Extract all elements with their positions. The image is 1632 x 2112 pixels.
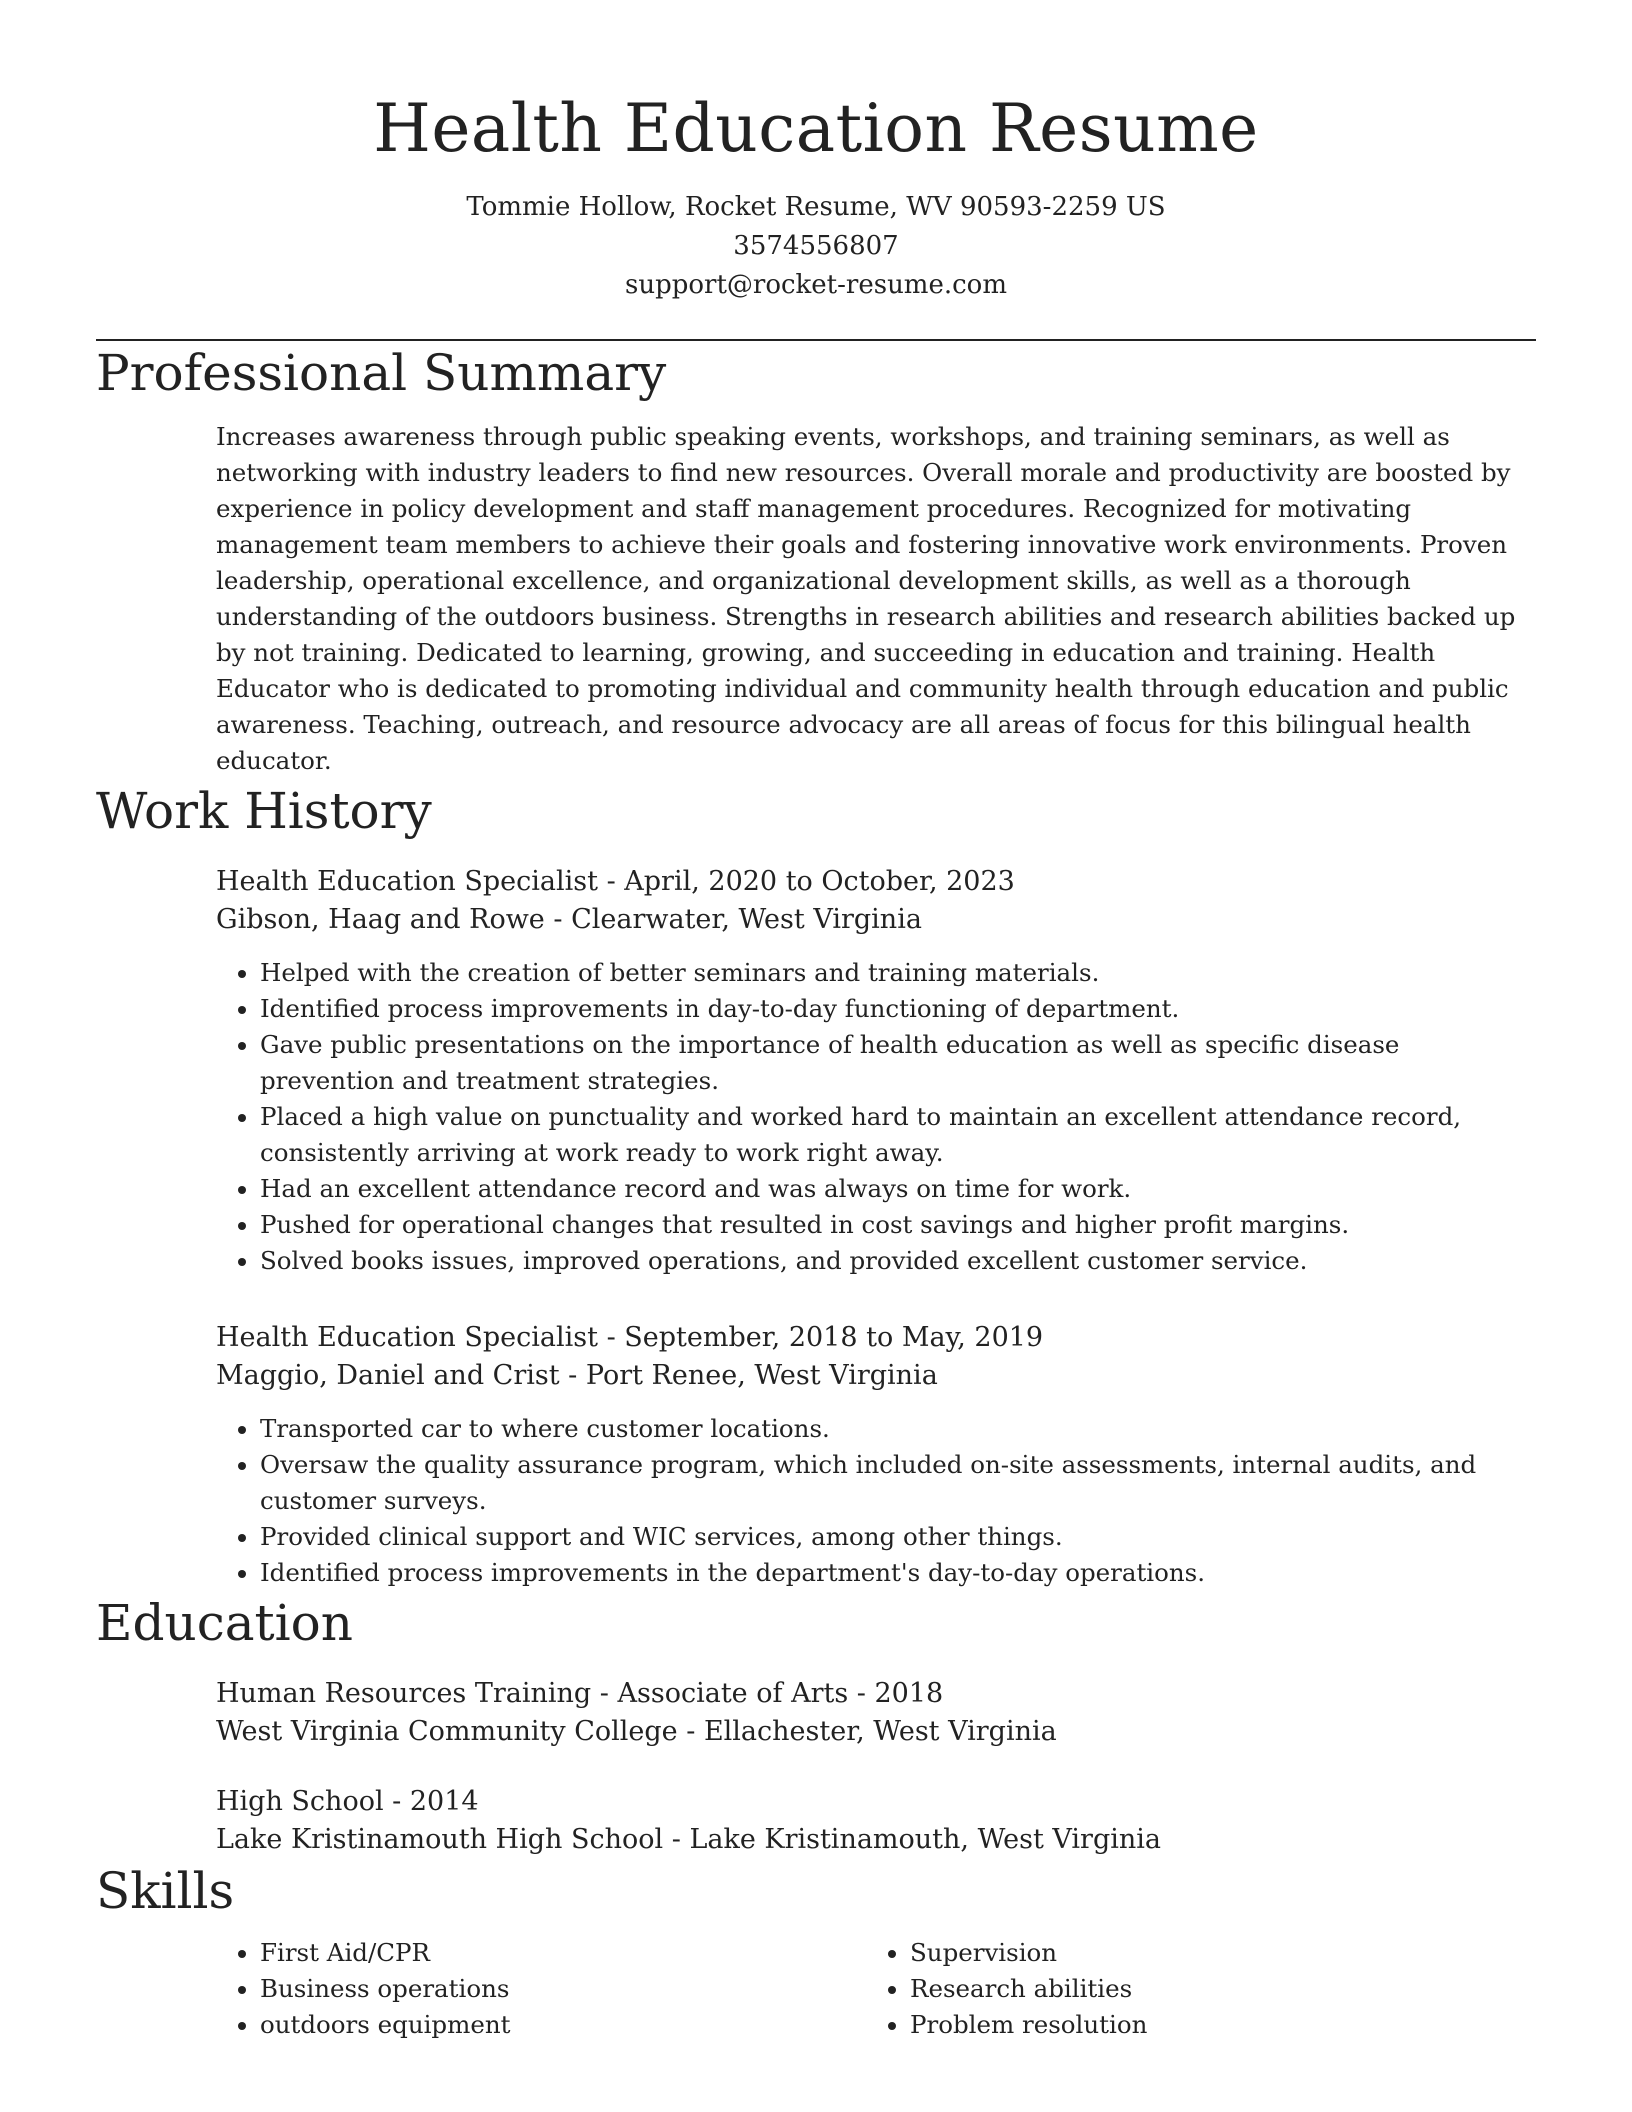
job-location: - Clearwater, West Virginia	[544, 904, 922, 935]
skills-grid	[216, 1935, 1536, 2043]
list-item: • Identified process improvements in day-to-day functioning of department.	[260, 991, 1536, 1027]
job-location: - Port Renee, West Virginia	[559, 1360, 938, 1391]
list-item: • Solved books issues, improved operations, and provided excellent customer service.	[260, 1243, 1536, 1279]
job-bullets	[216, 955, 1536, 1279]
education-program-line	[216, 1675, 1536, 1713]
job-company: Gibson, Haag and Rowe	[216, 904, 545, 935]
list-item: • Helped with the creation of better seminars and training materials.	[260, 955, 1536, 991]
education-location: - Ellachester, West Virginia	[677, 1716, 1057, 1747]
job-company-line	[216, 1357, 1536, 1395]
list-item: • Pushed for operational changes that resulted in cost savings and higher profit margins.	[260, 1207, 1536, 1243]
list-item: • Gave public presentations on the importance of health education as well as specific disease prevention and treatment strategies.	[260, 1027, 1536, 1099]
list-item: • Had an excellent attendance record and was always on time for work.	[260, 1171, 1536, 1207]
contact-phone: 3574556807	[733, 231, 899, 261]
education-school-line	[216, 1821, 1536, 1859]
job-title: Health Education Specialist	[216, 866, 598, 897]
skills-column-right	[866, 1935, 1516, 2043]
list-item: • Placed a high value on punctuality and worked hard to maintain an excellent attendance record, consistently arriving at work ready to work right away.	[260, 1099, 1536, 1171]
job-bullets	[216, 1411, 1536, 1591]
education-entry-2	[216, 1783, 1536, 1859]
education-school: West Virginia Community College	[216, 1716, 678, 1747]
job-dates: - April, 2020 to October, 2023	[597, 866, 1015, 897]
list-item: • Supervision	[910, 1935, 1516, 1971]
list-item: • Identified process improvements in the department's day-to-day operations.	[260, 1555, 1536, 1591]
education-program: Human Resources Training	[216, 1678, 592, 1709]
resume-title: Health Education Resume	[373, 90, 1259, 167]
list-item: • Business operations	[260, 1971, 866, 2007]
education-detail: - 2014	[383, 1786, 479, 1817]
section-heading-work-history: Work History	[96, 782, 432, 840]
contact-email: support@rocket-resume.com	[624, 270, 1007, 300]
education-location: - Lake Kristinamouth, West Virginia	[663, 1824, 1162, 1855]
list-item: • Transported car to where customer locations.	[260, 1411, 1536, 1447]
education-school-line	[216, 1713, 1536, 1751]
education-program: High School	[216, 1786, 384, 1817]
list-item: • Research abilities	[910, 1971, 1516, 2007]
list-item: • Oversaw the quality assurance program, which included on-site assessments, internal audits, and customer surveys.	[260, 1447, 1536, 1519]
section-heading-education: Education	[96, 1594, 353, 1652]
summary-text: Increases awareness through public speaking events, workshops, and training seminars, as well as networking with industry leaders to find new resources. Overall morale and productivity are boosted by experience in policy development and staff management procedures. Recognized for motivating management team members to achieve their goals and fostering innovative work environments. Proven leadership, operational excellence, and organizational development skills, as well as a thorough understanding of the outdoors business. Strengths in research abilities and research abilities backed up by not training. Dedicated to learning, growing, and succeeding in education and training. Health Educator who is dedicated to promoting individual and community health through education and public awareness. Teaching, outreach, and resource advocacy are all areas of focus for this bilingual health educator.	[216, 422, 1516, 775]
list-item: • Problem resolution	[910, 2007, 1516, 2043]
education-program-line	[216, 1783, 1536, 1821]
skills-column-left	[216, 1935, 866, 2043]
education-entry-1	[216, 1675, 1536, 1751]
education-detail: - Associate of Arts - 2018	[591, 1678, 944, 1709]
job-company: Maggio, Daniel and Crist	[216, 1360, 560, 1391]
list-item: • outdoors equipment	[260, 2007, 866, 2043]
list-item: • First Aid/CPR	[260, 1935, 866, 1971]
section-heading-summary: Professional Summary	[96, 344, 667, 402]
job-title-line	[216, 863, 1536, 901]
section-heading-skills: Skills	[96, 1862, 235, 1920]
job-title-line	[216, 1319, 1536, 1357]
job-company-line	[216, 901, 1536, 939]
contact-address: Tommie Hollow, Rocket Resume, WV 90593-2259 US	[466, 192, 1166, 222]
list-item: • Provided clinical support and WIC services, among other things.	[260, 1519, 1536, 1555]
contact-block	[96, 188, 1536, 305]
job-dates: - September, 2018 to May, 2019	[597, 1322, 1044, 1353]
education-school: Lake Kristinamouth High School	[216, 1824, 664, 1855]
job-entry-1	[216, 863, 1536, 1279]
job-entry-2	[216, 1319, 1536, 1591]
job-title: Health Education Specialist	[216, 1322, 598, 1353]
